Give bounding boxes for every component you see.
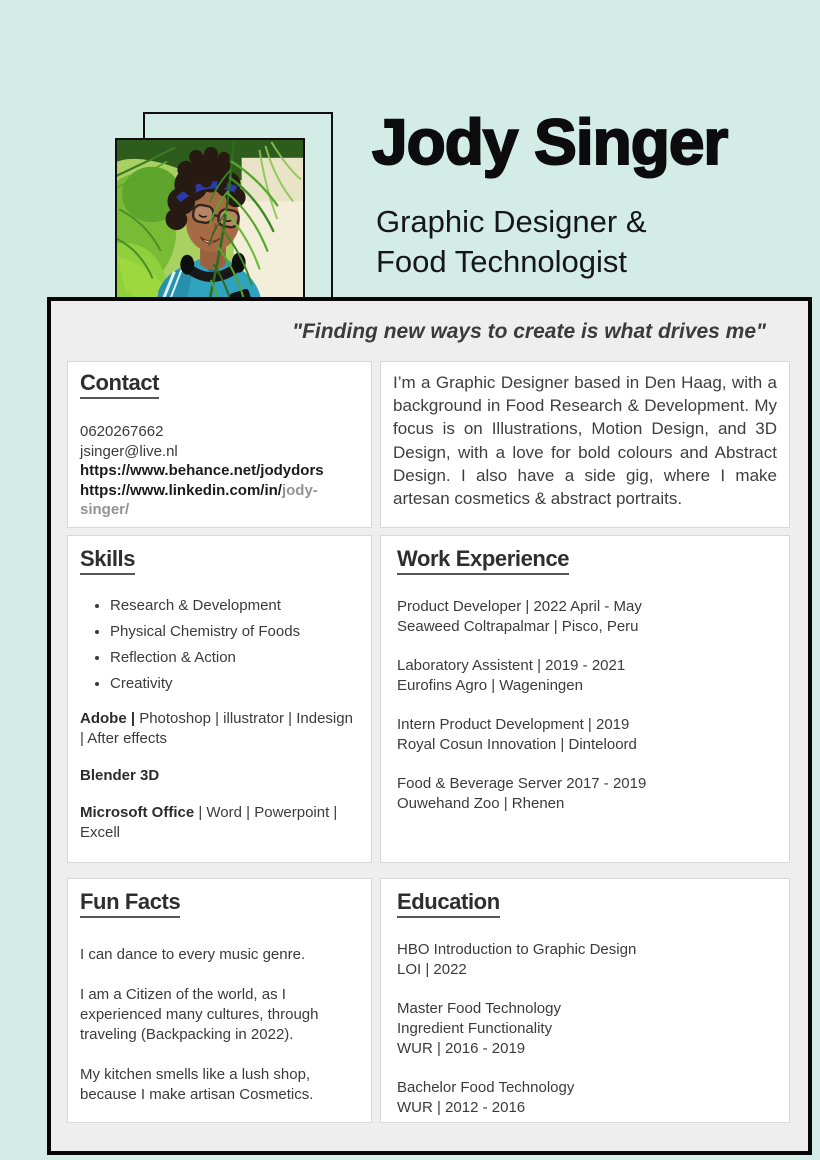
person-name: Jody Singer	[372, 106, 728, 178]
skills-office	[80, 803, 359, 843]
skills-adobe-label: Adobe |	[80, 710, 136, 727]
work-experience-card	[380, 535, 790, 863]
work-org: Ouwehand Zoo | Rhenen	[397, 795, 565, 812]
education-entry	[397, 1078, 773, 1118]
education-line: LOI | 2022	[397, 961, 467, 978]
work-org: Seaweed Coltrapalmar | Pisco, Peru	[397, 618, 639, 635]
education-line: Ingredient Functionality	[397, 1020, 553, 1037]
skills-heading: Skills	[80, 546, 135, 575]
skill-item: • Creativity	[110, 675, 359, 692]
education-line: HBO Introduction to Graphic Design	[397, 941, 637, 958]
role-line-2: Food Technologist	[376, 244, 628, 279]
about-card	[380, 361, 790, 528]
work-org: Eurofins Agro | Wageningen	[397, 677, 583, 694]
education-card	[380, 878, 790, 1123]
contact-heading: Contact	[80, 370, 159, 399]
contact-email: jsinger@live.nl	[80, 442, 178, 460]
role-line-1: Graphic Designer &	[376, 204, 647, 239]
skills-adobe	[80, 709, 359, 749]
fun-fact: I am a Citizen of the world, as I experienced many cultures, through traveling (Backpacking in 2022).	[80, 986, 319, 1043]
about-text: I’m a Graphic Designer based in Den Haag, with a background in Food Research & Development. My focus is on Illustrations, Motion Design, and 3D Design, with a love for bold colours and Abstract Design. I also have a side gig, where I make artesan cosmetics & abstract portraits.	[393, 373, 777, 509]
skills-office-items: | Word | Powerpoint | Excell	[80, 804, 338, 841]
person-role	[376, 202, 647, 282]
contact-card	[67, 361, 372, 528]
behance-link[interactable]: https://www.behance.net/jodydors	[80, 462, 324, 479]
work-entry	[397, 656, 773, 696]
work-role: Food & Beverage Server 2017 - 2019	[397, 775, 647, 792]
work-entry	[397, 597, 773, 637]
skill-item: • Research & Development	[110, 597, 359, 614]
linkedin-link-suffix: jody-singer/	[80, 481, 318, 518]
linkedin-link[interactable]	[80, 481, 359, 520]
skills-card	[67, 535, 372, 863]
work-entry	[397, 774, 773, 814]
education-entry	[397, 999, 773, 1059]
skill-item: • Reflection & Action	[110, 649, 359, 666]
education-heading: Education	[397, 889, 500, 918]
skill-item: • Physical Chemistry of Foods	[110, 623, 359, 640]
education-line: Bachelor Food Technology	[397, 1079, 575, 1096]
personal-quote: "Finding new ways to create is what drives me"	[292, 320, 766, 343]
fun-fact: I can dance to every music genre.	[80, 946, 306, 963]
funfacts-heading: Fun Facts	[80, 889, 180, 918]
education-line: WUR | 2012 - 2016	[397, 1099, 526, 1116]
skills-list	[80, 597, 359, 692]
work-entry	[397, 715, 773, 755]
work-heading: Work Experience	[397, 546, 569, 575]
fun-fact: My kitchen smells like a lush shop, because I make artisan Cosmetics.	[80, 1066, 314, 1103]
skills-blender: Blender 3D	[80, 767, 160, 784]
work-role: Product Developer | 2022 April - May	[397, 598, 642, 615]
education-line: WUR | 2016 - 2019	[397, 1040, 526, 1057]
education-entry	[397, 940, 773, 980]
skills-adobe-items: Photoshop | illustrator | Indesign | After effects	[80, 710, 353, 747]
work-org: Royal Cosun Innovation | Dinteloord	[397, 736, 637, 753]
skills-office-label: Microsoft Office	[80, 804, 195, 821]
contact-lines	[80, 422, 359, 520]
work-role: Intern Product Development | 2019	[397, 716, 630, 733]
work-role: Laboratory Assistent | 2019 - 2021	[397, 657, 626, 674]
education-line: Master Food Technology	[397, 1000, 561, 1017]
contact-phone: 0620267662	[80, 423, 164, 440]
linkedin-link-prefix: https://www.linkedin.com/in/	[80, 481, 282, 499]
fun-facts-card	[67, 878, 372, 1123]
